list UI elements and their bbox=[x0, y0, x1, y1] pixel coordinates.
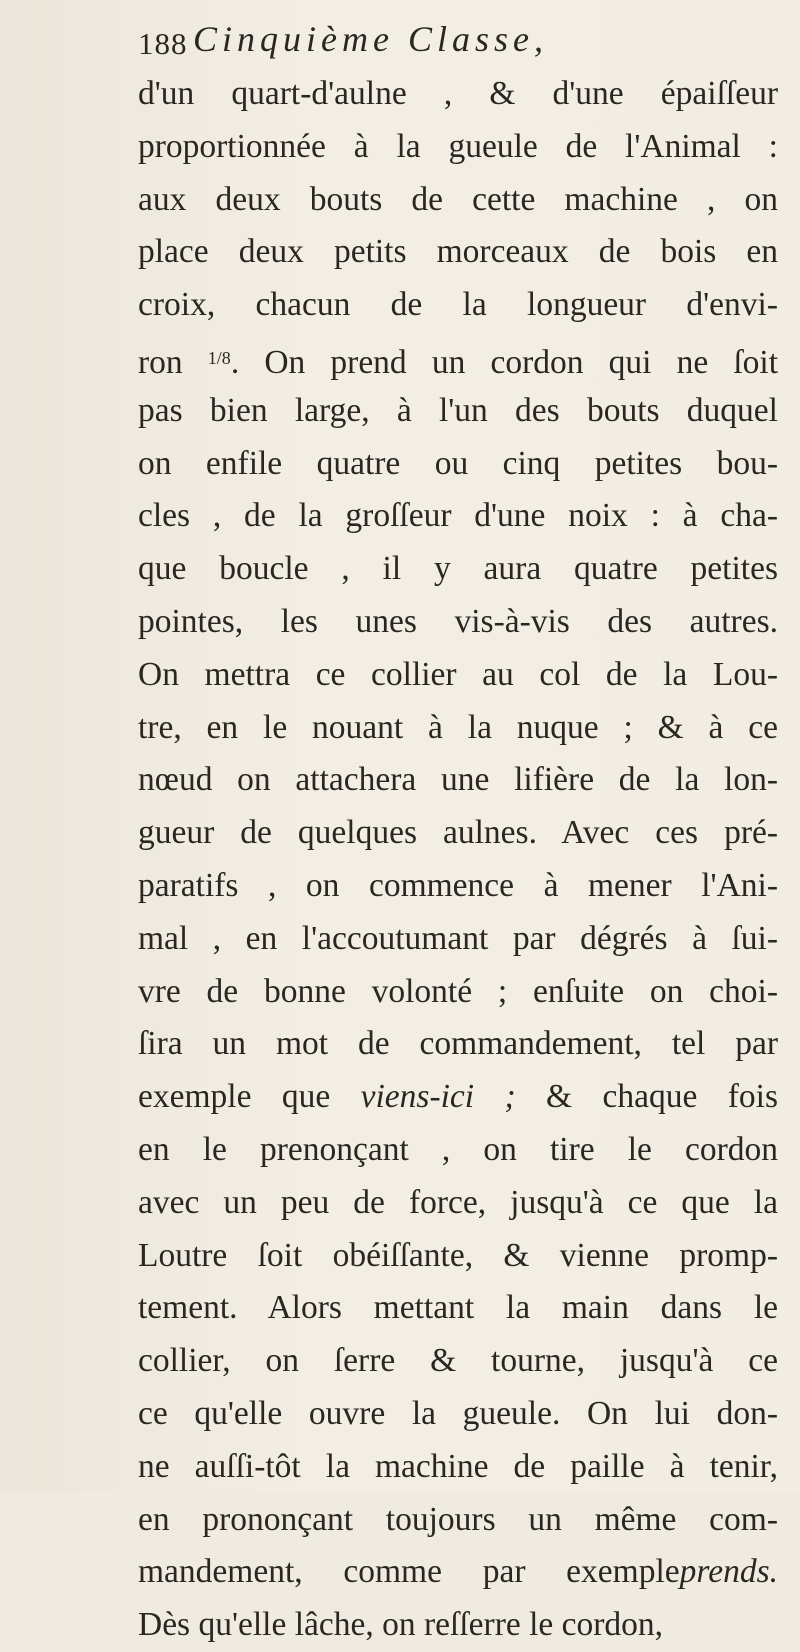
text-line: aux deux bouts de cette machine , on bbox=[138, 180, 778, 218]
text-line: gueur de quelques aulnes. Avec ces pré- bbox=[138, 814, 778, 852]
text-line: d'un quart-d'aulne , & d'une épaiſſeur bbox=[138, 75, 778, 112]
running-head: Cinquième Classe, bbox=[193, 19, 548, 59]
text-line: avec un peu de force, jusqu'à ce que la bbox=[138, 1183, 778, 1221]
text-line: cles , de la groſſeur d'une noix : à cha- bbox=[138, 497, 778, 535]
text-line: collier, on ſerre & tourne, jusqu'à ce bbox=[138, 1342, 778, 1380]
text-line: nœud on attachera une lifière de la lon- bbox=[138, 761, 778, 799]
body-text bbox=[138, 68, 778, 1652]
text-line: ne auſſi-tôt la machine de paille à tenir, bbox=[138, 1447, 778, 1485]
text-segment: & chaque fois bbox=[515, 1078, 778, 1116]
text-line: ce qu'elle ouvre la gueule. On lui don- bbox=[138, 1394, 778, 1432]
italic-phrase: viens-ici ; bbox=[360, 1078, 516, 1116]
text-segment: ron bbox=[138, 343, 183, 381]
text-line: en prononçant toujours un même com- bbox=[138, 1500, 778, 1538]
text-line: que boucle , il y aura quatre petites bbox=[138, 550, 778, 588]
text-line: pas bien large, à l'un des bouts duquel bbox=[138, 391, 778, 429]
text-line: Dès qu'elle lâche, on reſſerre le cordon, bbox=[138, 1606, 664, 1644]
text-line: place deux petits morceaux de bois en bbox=[138, 233, 778, 271]
text-line: tement. Alors mettant la main dans le bbox=[138, 1289, 778, 1327]
text-line: tre, en le nouant à la nuque ; & à ce bbox=[138, 708, 778, 746]
text-line bbox=[138, 1546, 778, 1599]
text-segment: exemple que bbox=[138, 1078, 331, 1116]
text-segment: . On prend un cordon qui ne ſoit bbox=[230, 343, 778, 381]
text-line: on enfile quatre ou cinq petites bou- bbox=[138, 444, 778, 482]
italic-phrase: prends. bbox=[679, 1553, 778, 1591]
text-line bbox=[138, 332, 778, 385]
fraction: 1/8 bbox=[207, 347, 231, 368]
page-header bbox=[138, 10, 778, 70]
text-line: mal , en l'accoutumant par dégrés à ſui- bbox=[138, 919, 778, 957]
page-number: 188 bbox=[138, 26, 188, 61]
text-line: croix, chacun de la longueur d'envi- bbox=[138, 286, 778, 324]
text-line bbox=[138, 1071, 778, 1124]
text-line: ſira un mot de commandement, tel par bbox=[138, 1025, 778, 1063]
text-line: paratifs , on commence à mener l'Ani- bbox=[138, 866, 778, 904]
text-line: proportionnée à la gueule de l'Animal : bbox=[138, 127, 778, 165]
text-line: pointes, les unes vis-à-vis des autres. bbox=[138, 602, 778, 640]
text-segment: mandement, comme par exemple bbox=[138, 1553, 680, 1591]
text-line: en le prenonçant , on tire le cordon bbox=[138, 1130, 778, 1168]
text-line: Loutre ſoit obéiſſante, & vienne promp- bbox=[138, 1236, 778, 1274]
text-line: On mettra ce collier au col de la Lou- bbox=[138, 655, 778, 693]
text-line: vre de bonne volonté ; enſuite on choi- bbox=[138, 972, 778, 1010]
